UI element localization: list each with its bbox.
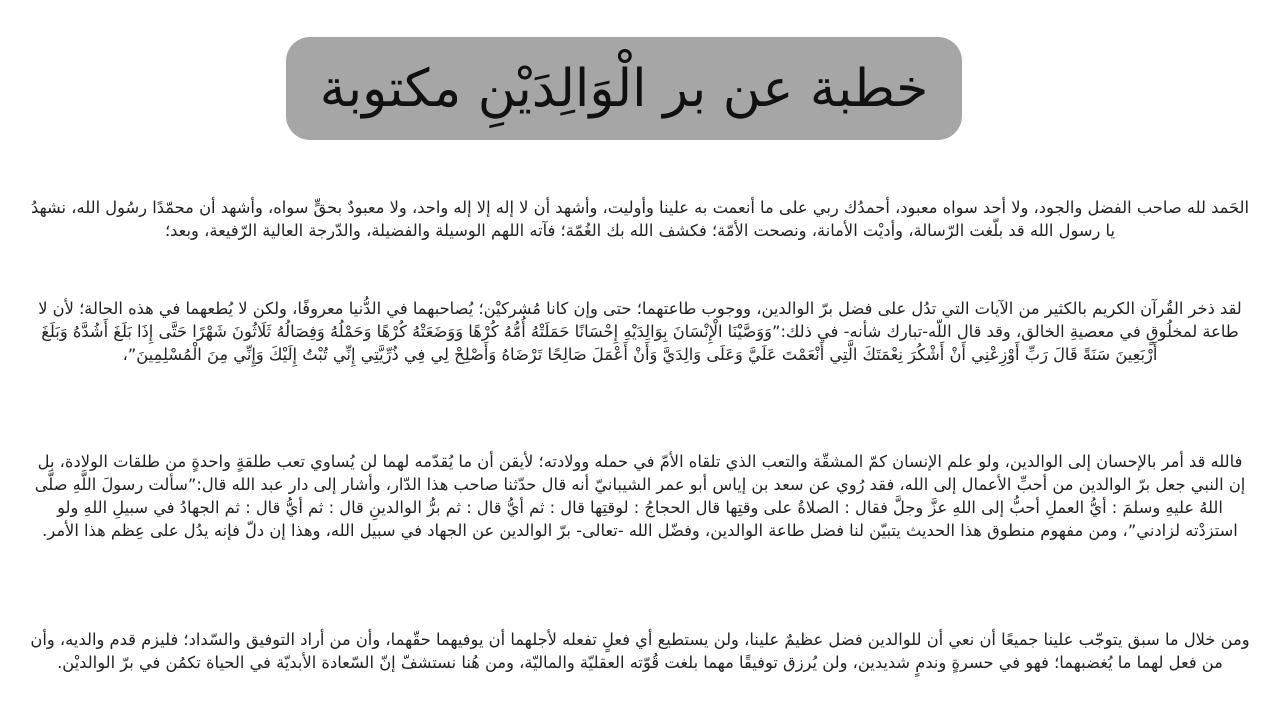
page-title: خطبة عن بر الْوَالِدَيْنِ مكتوبة — [319, 58, 929, 119]
paragraph-conclusion: ومن خلال ما سبق يتوجّب علينا جميعًا أن نعي أن للوالدين فضل عظيمٌ علينا، ولن يستطيع أي فعلٍ تفعله لأجلهما أن يوفيهما حقّهما، وأن من أراد التوفيق والسّداد؛ فليزم قدم والديه، وأن من فعل لهما ما يُغضبهما؛ فهو في حسرةٍ وندمٍ شديدين، ولن يُرزق توفيقًا مهما بلغت قُوّته العقليّة والماليّة، ومن هُنا نستشفّ إنّ السّعادة الأبديّة في الحياة تكمُن في برّ الوالديْن. — [30, 630, 1250, 672]
title-banner — [286, 37, 962, 140]
paragraph-opening: الحَمد لله صاحب الفضل والجود، ولا أحد سواه معبود، أحمدُك ربي على ما أنعمت به علينا وأوليت، وأشهد أن لا إله إلا إله واحد، ولا معبودٌ بحقٍّ سواه، وأشهد أن محمّدًا رسُول الله، نشهدُ يا رسول الله قد بلّغت الرّسالة، وأديْت الأمانة، ونصحت الأمّة؛ فكشف الله بك الغُمّة؛ فآته اللهم الوسيلة والفضيلة، والدّرجة العالية الرّفيعة، وبعد؛ — [30, 198, 1250, 240]
paragraph-quran: لقد ذخر القُرآن الكريم بالكثير من الآيات التي تدُل على فضل برّ الوالدين، ووجوب طاعتهما؛ حتى وإن كانا مُشركيْن؛ يُصاحبهما في الدُّنيا معروفًا، ولكن لا يُطعهما في هذه الحالة؛ لأن لا طاعة لمخلُوقٍ في معصيةِ الخالق، وقد قال اللّه-تبارك شأنه- في ذلك:”وَوَصَّيْنَا الْإِنْسَانَ بِوَالِدَيْهِ إِحْسَانًا حَمَلَتْهُ أُمُّهُ كُرْهًا وَوَضَعَتْهُ كُرْهًا وَحَمْلُهُ وَفِصَالُهُ ثَلَاثُونَ شَهْرًا حَتَّى إِذَا بَلَغَ أَشُدَّهُ وَبَلَغَ أَرْبَعِينَ سَنَةً قَالَ رَبِّ أَوْزِعْنِي أَنْ أَشْكُرَ نِعْمَتَكَ الَّتِي أَنْعَمْتَ عَلَيَّ وَعَلَى وَالِدَيَّ وَأَنْ أَعْمَلَ صَالِحًا تَرْضَاهُ وَأَصْلِحْ لِي فِي ذُرِّيَّتِي إِنِّي تُبْتُ إِلَيْكَ وَإِنِّي مِنَ الْمُسْلِمِينَ”، — [38, 299, 1242, 364]
paragraph-hadith: فالله قد أمر بالإحسان إلى الوالدين، ولو علم الإنسان كمّ المشقّة والتعب الذي تلقاه الأمّ في حمله وولادته؛ لأيقن أن ما يُقدّمه لهما لن يُساوي تعب طلقةٍ واحدةٍ من طلقات الولادة، بل إن النبي جعل برّ الوالدين من أحبِّ الأعمال إلى الله، فقد رُوي عن سعد بن إياس أبو عمر الشيبانيّ أنه قال حدّثنا صاحب هذا الدّار، وأشار إلى دار عبد الله قال:”سألت رسولَ اللَّهِ صلَّى اللهُ عليهِ وسلمَ : أيُّ العملِ أحبُّ إلى اللهِ عزَّ وجلَّ فقال : الصلاةُ على وقتِها قال الحجاجُ : لوقتِها قال : ثم أيُّ قال : ثم برُّ الوالدينِ قال : ثم أيُّ قال : ثم الجهادُ في سبيلِ اللهِ ولو استزدْته لزادني”، ومن مفهوم منطوق هذا الحديث يتبيّن لنا فضل طاعة الوالدين، وفضّل الله -تعالى- برّ الوالدين عن الجهاد في سبيل الله، وهذا إن دلّ فإنه يدُل على عِظم هذا الأمر. — [34, 452, 1246, 540]
